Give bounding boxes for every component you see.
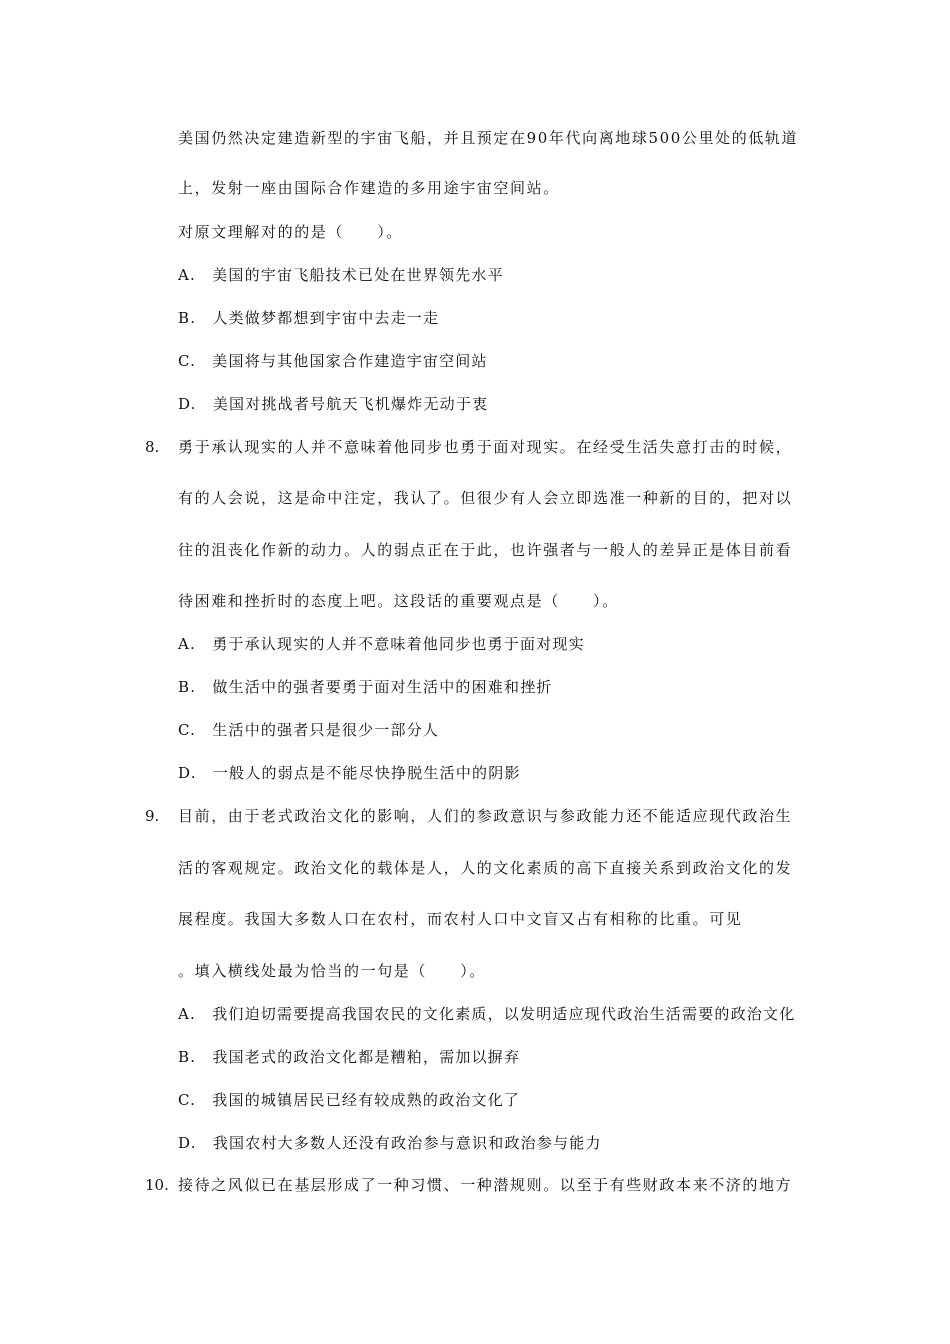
question-9-option-c: C. 我国的城镇居民已经有较成熟的政治文化了 bbox=[178, 1091, 521, 1109]
question-8-line-1: 勇于承认现实的人并不意味着他同步也勇于面对现实。在经受生活失意打击的时候， bbox=[178, 438, 793, 456]
intro-line-1: 美国仍然决定建造新型的宇宙飞船，并且预定在90年代向离地球500公里处的低轨道 bbox=[178, 129, 799, 147]
question-8-option-a: A. 勇于承认现实的人并不意味着他同步也勇于面对现实 bbox=[178, 635, 585, 653]
question-9-number: 9. bbox=[145, 807, 160, 825]
question-8-number: 8. bbox=[145, 438, 160, 456]
intro-option-a: A. 美国的宇宙飞船技术已处在世界领先水平 bbox=[178, 266, 504, 284]
intro-option-b: B. 人类做梦都想到宇宙中去走一走 bbox=[178, 309, 440, 327]
question-9-option-b: B. 我国老式的政治文化都是糟粕，需加以摒弃 bbox=[178, 1048, 521, 1066]
question-9-option-d: D. 我国农村大多数人还没有政治参与意识和政治参与能力 bbox=[178, 1134, 602, 1152]
intro-question: 对原文理解对的的是（ ）。 bbox=[178, 223, 403, 241]
question-8-option-b: B. 做生活中的强者要勇于面对生活中的困难和挫折 bbox=[178, 678, 553, 696]
question-8-line-4: 待困难和挫折时的态度上吧。这段话的重要观点是（ ）。 bbox=[178, 592, 619, 610]
question-9-option-a: A. 我们迫切需要提高我国农民的文化素质，以发明适应现代政治生活需要的政治文化 bbox=[178, 1005, 796, 1023]
question-8-option-c: C. 生活中的强者只是很少一部分人 bbox=[178, 721, 440, 739]
question-9-line-1: 目前，由于老式政治文化的影响，人们的参政意识与参政能力还不能适应现代政治生 bbox=[178, 807, 793, 825]
question-8-option-d: D. 一般人的弱点是不能尽快挣脱生活中的阴影 bbox=[178, 764, 521, 782]
question-10-number: 10. bbox=[145, 1176, 169, 1194]
question-9-line-4: 。填入横线处最为恰当的一句是（ ）。 bbox=[178, 962, 486, 980]
question-8-line-2: 有的人会说，这是命中注定，我认了。但很少有人会立即选准一种新的目的，把对以 bbox=[178, 489, 793, 507]
intro-line-2: 上，发射一座由国际合作建造的多用途宇宙空间站。 bbox=[178, 179, 560, 197]
question-9-line-3: 展程度。我国大多数人口在农村，而农村人口中文盲又占有相称的比重。可见 bbox=[178, 910, 743, 928]
question-8-line-3: 往的沮丧化作新的动力。人的弱点正在于此，也许强者与一般人的差异正是体目前看 bbox=[178, 541, 793, 559]
question-10-line-1: 接待之风似已在基层形成了一种习惯、一种潜规则。以至于有些财政本来不济的地方 bbox=[178, 1176, 793, 1194]
intro-option-d: D. 美国对挑战者号航天飞机爆炸无动于衷 bbox=[178, 395, 489, 413]
question-9-line-2: 活的客观规定。政治文化的载体是人，人的文化素质的高下直接关系到政治文化的发 bbox=[178, 859, 793, 877]
intro-option-c: C. 美国将与其他国家合作建造宇宙空间站 bbox=[178, 352, 488, 370]
